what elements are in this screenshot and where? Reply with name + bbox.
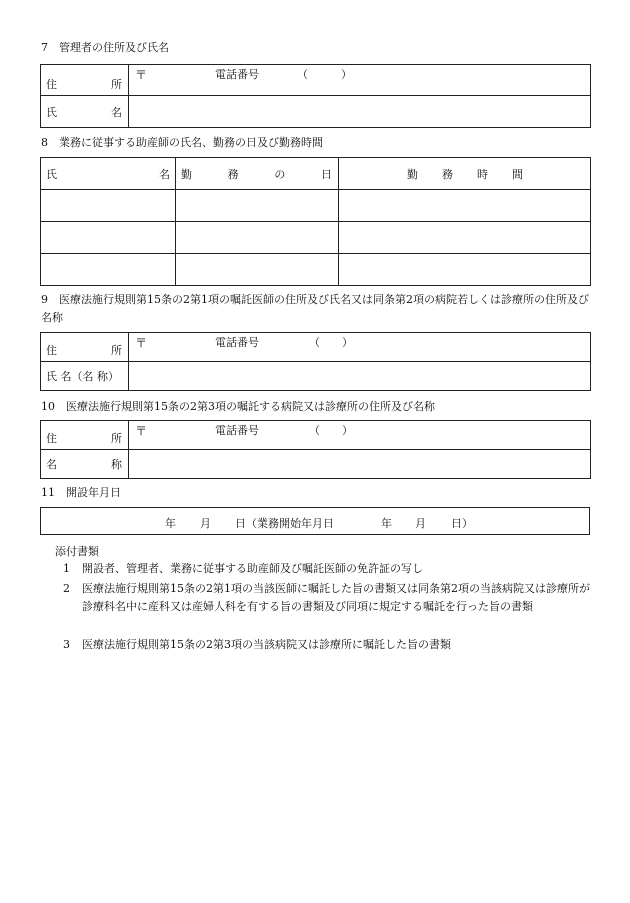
manager-address-field[interactable]: [129, 65, 591, 96]
midwife-name-cell[interactable]: [41, 190, 176, 222]
work-hours-cell[interactable]: [339, 254, 591, 286]
midwife-table: [40, 157, 591, 286]
postal-mark: 〒: [135, 424, 148, 438]
list-item: 2 医療法施行規則第15条の2第1項の当該医師に嘱託した旨の書類又は同条第2項の当該病院又は診療所が診療科名中に産科又は産婦人科を有する旨の書類及び同項に規定する嘱託を行った旨の書類: [63, 582, 590, 613]
postal-mark: 〒: [135, 68, 148, 82]
section-8-heading: 8 業務に従事する助産師の氏名、勤務の日及び勤務時間: [41, 136, 323, 149]
table-row: [41, 222, 591, 254]
opening-date-field[interactable]: [40, 507, 590, 535]
table-row: [41, 190, 591, 222]
manager-table: [40, 64, 591, 128]
doctor-name-field[interactable]: [129, 362, 591, 391]
table-row: [41, 254, 591, 286]
phone-label: 電話番号: [215, 336, 259, 349]
attachments-title: 添付書類: [55, 545, 99, 558]
col-header-hours: 勤 務 時 間: [339, 158, 591, 190]
hospital-address-field[interactable]: [129, 421, 591, 450]
phone-paren: （ ）: [309, 424, 353, 437]
phone-paren: （ ）: [309, 336, 353, 349]
phone-label: 電話番号: [215, 424, 259, 437]
day-label: 日）: [451, 517, 473, 530]
section-7-heading: 7 管理者の住所及び氏名: [41, 41, 169, 54]
hospital-name-field[interactable]: [129, 450, 591, 479]
doctor-address-field[interactable]: [129, 333, 591, 362]
work-hours-cell[interactable]: [339, 190, 591, 222]
month-label: 月: [415, 517, 426, 530]
phone-label: 電話番号: [215, 68, 259, 81]
consulting-doctor-table: [40, 332, 591, 391]
postal-mark: 〒: [135, 336, 148, 350]
work-hours-cell[interactable]: [339, 222, 591, 254]
work-days-cell[interactable]: [176, 254, 339, 286]
name-label: 氏 名: [41, 96, 129, 128]
title-label: 名 称: [41, 450, 129, 479]
year-label: 年: [381, 517, 392, 530]
col-header-days: 勤 務 の 日: [176, 158, 339, 190]
midwife-name-cell[interactable]: [41, 254, 176, 286]
list-item: 3 医療法施行規則第15条の2第3項の当該病院又は診療所に嘱託した旨の書類: [63, 638, 451, 651]
list-item: 1 開設者、管理者、業務に従事する助産師及び嘱託医師の免許証の写し: [63, 562, 423, 575]
section-11-heading: 11 開設年月日: [41, 486, 121, 499]
work-days-cell[interactable]: [176, 222, 339, 254]
address-label: 住 所: [41, 421, 129, 450]
consulting-hospital-table: [40, 420, 591, 479]
address-label: 住 所: [41, 333, 129, 362]
phone-paren: （ ）: [297, 68, 352, 81]
midwife-name-cell[interactable]: [41, 222, 176, 254]
address-label: 住 所: [41, 65, 129, 96]
name-or-title-label: 氏 名（名 称）: [41, 362, 129, 391]
section-10-heading: 10 医療法施行規則第15条の2第3項の嘱託する病院又は診療所の住所及び名称: [41, 400, 435, 413]
manager-name-field[interactable]: [129, 96, 591, 128]
year-label: 年: [165, 517, 176, 530]
work-days-cell[interactable]: [176, 190, 339, 222]
business-start-label: 日（業務開始年月日: [235, 517, 334, 530]
section-9-heading: 9 医療法施行規則第15条の2第1項の嘱託医師の住所及び氏名又は同条第2項の病院若しくは診療所の住所及び名称: [41, 293, 589, 324]
col-header-name: 氏 名: [41, 158, 176, 190]
month-label: 月: [200, 517, 211, 530]
